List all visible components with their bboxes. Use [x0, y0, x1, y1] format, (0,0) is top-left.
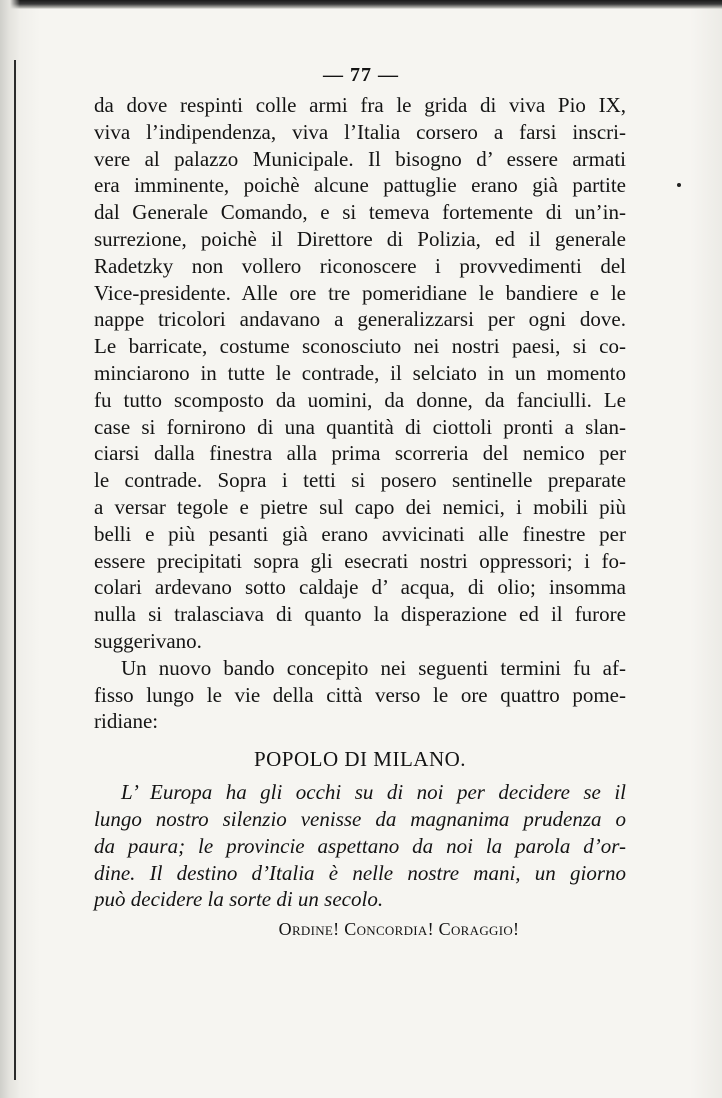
text-block [94, 92, 626, 945]
text-line: fisso lungo le vie della città verso le ore quattro pome- [94, 682, 626, 707]
text-line: belli e più pesanti già erano avvicinati alle finestre per [94, 521, 626, 546]
proclamation-line: da paura; le provincie aspettano da noi la parola d’or- [94, 833, 626, 858]
text-line: surrezione, poichè il Direttore di Polizia, ed il generale [94, 226, 626, 251]
text-line: fu tutto scomposto da uomini, da donne, da fanciulli. Le [94, 387, 626, 412]
page-top-edge [0, 0, 722, 9]
paragraph-1 [94, 92, 626, 655]
text-line: viva l’indipendenza, viva l’Italia corsero a farsi inscri- [94, 119, 626, 144]
text-line: dal Generale Comando, e si temeva fortemente di un’in- [94, 200, 626, 225]
text-line: colari ardevano sotto caldaje d’ acqua, di olio; insomma [94, 575, 626, 600]
text-line: a versar tegole e pietre sul capo dei nemici, i mobili più [94, 494, 626, 519]
ink-speck [677, 183, 681, 187]
proclamation-motto: Ordine! Concordia! Coraggio! [278, 919, 520, 940]
text-line: minciarono in tutte le contrade, il selciato in un momento [94, 360, 626, 385]
proclamation-text [94, 779, 626, 913]
page-binding-edge [0, 0, 20, 1098]
text-line: Le barricate, costume sconosciuto nei nostri paesi, si co- [94, 334, 626, 359]
page-number: — 77 — [323, 64, 399, 86]
text-line: Un nuovo bando concepito nei seguenti termini fu af- [121, 655, 626, 680]
text-line: essere precipitati sopra gli esecrati nostri oppressori; i fo- [94, 548, 626, 573]
text-line: era imminente, poichè alcune pattuglie erano già partite [94, 173, 626, 198]
text-line: nappe tricolori andavano a generalizzarsi per ogni dove. [94, 307, 626, 332]
text-line: le contrade. Sopra i tetti si posero sentinelle preparate [94, 468, 626, 493]
text-line: Vice-presidente. Alle ore tre pomeridiane le bandiere e le [94, 280, 626, 305]
text-line: case si fornirono di una quantità di ciottoli pronti a slan- [94, 414, 626, 439]
binding-line [14, 60, 16, 1080]
text-line: vere al palazzo Municipale. Il bisogno d’ essere armati [94, 146, 626, 171]
proclamation-line: dine. Il destino d’Italia è nelle nostre mani, un giorno [94, 860, 626, 885]
text-line: ridiane: [94, 709, 159, 734]
proclamation-line: può decidere la sorte di un secolo. [94, 887, 384, 912]
text-line: Radetzky non vollero riconoscere i provvedimenti del [94, 253, 626, 278]
text-line: suggerivano. [94, 628, 202, 653]
proclamation-line: L’ Europa ha gli occhi su di noi per decidere se il [121, 780, 626, 805]
proclamation-heading: POPOLO DI MILANO. [253, 747, 467, 772]
paragraph-2 [94, 655, 626, 735]
text-line: ciarsi dalla finestra alla prima scorreria del nemico per [94, 441, 626, 466]
text-line: da dove respinti colle armi fra le grida di viva Pio IX, [94, 93, 626, 117]
proclamation-line: lungo nostro silenzio venisse da magnanima prudenza o [94, 806, 626, 831]
text-line: nulla si tralasciava di quanto la disperazione ed il furore [94, 602, 626, 627]
